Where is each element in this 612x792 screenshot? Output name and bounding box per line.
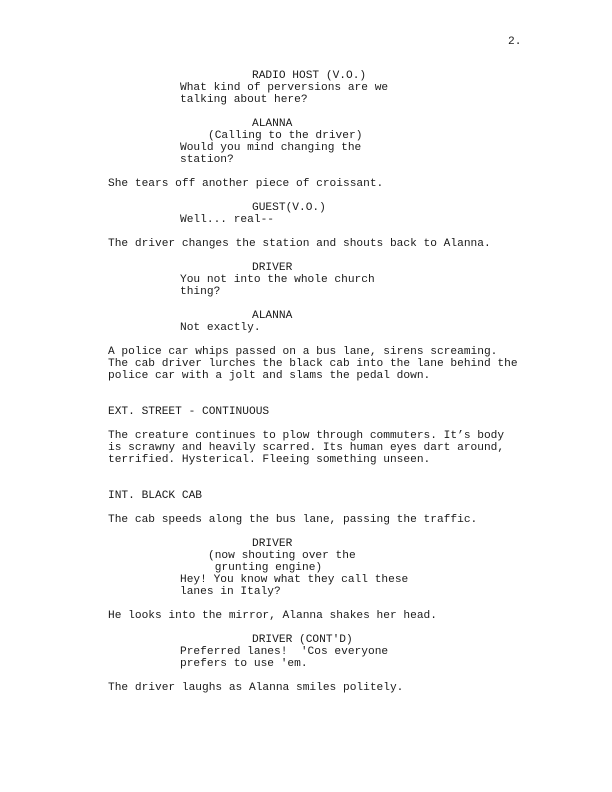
action-line: The driver changes the station and shouts back to Alanna.: [108, 238, 491, 250]
character-name: DRIVER (CONT'D): [252, 634, 353, 646]
character-name: ALANNA: [252, 310, 293, 322]
character-name: DRIVER: [252, 262, 293, 274]
action-line: A police car whips passed on a bus lane, sirens screaming. The cab driver lurches the black cab into the lane behind the police car with a jolt and slams the pedal down.: [108, 346, 518, 382]
action-line: She tears off another piece of croissant.: [108, 178, 384, 190]
character-name: GUEST(V.O.): [252, 202, 326, 214]
dialogue: You not into the whole church thing?: [180, 274, 375, 298]
action-line: The cab speeds along the bus lane, passing the traffic.: [108, 514, 478, 526]
dialogue: What kind of perversions are we talking about here?: [180, 82, 389, 106]
dialogue: Would you mind changing the station?: [180, 142, 362, 166]
dialogue: Preferred lanes! 'Cos everyone prefers to use 'em.: [180, 646, 389, 670]
dialogue: Not exactly.: [180, 322, 261, 334]
page-number: 2.: [508, 36, 522, 48]
scene-heading: INT. BLACK CAB: [108, 490, 202, 502]
character-name: RADIO HOST (V.O.): [252, 70, 367, 82]
parenthetical: (Calling to the driver): [208, 130, 363, 142]
parenthetical: (now shouting over the grunting engine): [208, 550, 356, 574]
action-line: The driver laughs as Alanna smiles politely.: [108, 682, 404, 694]
character-name: ALANNA: [252, 118, 293, 130]
action-line: The creature continues to plow through commuters. It’s body is scrawny and heavily scarred. Its human eyes dart around, terrified. Hysterical. Fleeing something unseen.: [108, 430, 505, 466]
dialogue: Well... real--: [180, 214, 274, 226]
character-name: DRIVER: [252, 538, 293, 550]
action-line: He looks into the mirror, Alanna shakes her head.: [108, 610, 437, 622]
scene-heading: EXT. STREET - CONTINUOUS: [108, 406, 270, 418]
dialogue: Hey! You know what they call these lanes in Italy?: [180, 574, 409, 598]
